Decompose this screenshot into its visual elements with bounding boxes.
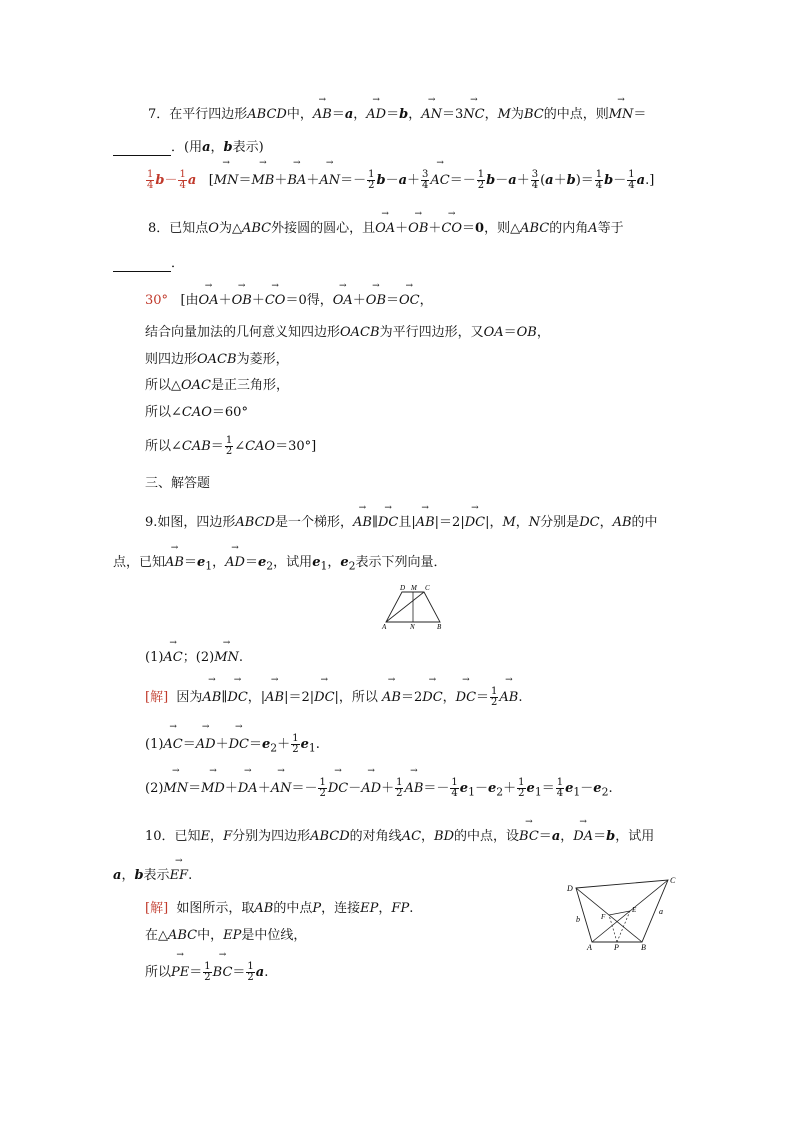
q9-parts: (1)→ AC；(2)→ MN. bbox=[145, 648, 243, 666]
q7-blank-line: ．(用a，b表示) bbox=[113, 140, 264, 156]
label-P: P bbox=[614, 943, 619, 952]
q8-blank-line: ． bbox=[113, 256, 184, 272]
answer-blank[interactable] bbox=[113, 143, 171, 156]
q9-question-2: 点，已知→ $AB=e_1$，→ $AD=e_2$，试用$e_1$，$e_2$表示下列向量． bbox=[113, 553, 447, 575]
q9-solution-3: (2)→ MN＝→ MD＋→ DA＋→ AN＝－ $\frac{1}{2}$ → DC－→ AD＋ $\frac{1}{2}$ → AB＝－ $\frac{1}{4}$ $e_1-e_2+$ $\frac{1}{2}$ $e_1=$ $\frac{1}{4}$ $e_1-e_2$. bbox=[145, 776, 613, 804]
label-a: a bbox=[659, 907, 663, 916]
label-E: E bbox=[632, 906, 637, 914]
q7-answer: $\frac{1}{4}$ b－ $\frac{1}{4}$ a bbox=[147, 169, 197, 191]
label-B: B bbox=[437, 623, 442, 630]
q10-question-2: a，b表示→ EF. bbox=[113, 866, 192, 884]
answer-blank[interactable] bbox=[113, 259, 171, 272]
label-b: b bbox=[576, 915, 580, 924]
q7-question: 7．在平行四边形ABCD中，→ AB＝a，→ AD＝b，→ AN＝3→ NC，M为BC的中点，则→ MN＝ bbox=[148, 105, 646, 123]
q8-answer: 30° bbox=[145, 293, 169, 308]
q8-solution-3: 则四边形OACB为菱形， bbox=[145, 352, 289, 367]
label-C: C bbox=[670, 876, 676, 885]
label-A: A bbox=[587, 943, 592, 952]
label-D: D bbox=[567, 884, 573, 893]
q9-solution-2: $(1)\to AC=\to AD+\to DC=e_2+$ $\frac{1}{2}$ $e_1$. bbox=[145, 732, 320, 760]
quadrilateral-figure bbox=[562, 872, 686, 952]
q10-solution-1: [解] 如图所示，取AB的中点P，连接EP，FP. bbox=[145, 901, 414, 916]
label-B: B bbox=[641, 943, 646, 952]
q9-solution-1: [解] 因为→ AB∥→ DC，|→ AB|＝2|→ DC|，所以 → AB＝2→ DC，→ DC＝ $\frac{1}{2}$ → AB. bbox=[145, 685, 523, 709]
trapezoid-figure bbox=[380, 582, 446, 630]
q8-solution-2: 结合向量加法的几何意义知四边形OACB为平行四边形，又OA＝OB， bbox=[145, 325, 550, 340]
label-C: C bbox=[425, 584, 430, 592]
q10-question-1: 10．已知E，F分别为四边形ABCD的对角线AC，BD的中点，设→ BC＝a，→ DA＝b，试用 bbox=[145, 827, 654, 845]
q10-solution-3: 所以→ PE＝ $\frac{1}{2}$ → BC＝ $\frac{1}{2}$ a. bbox=[145, 960, 268, 984]
label-D: D bbox=[400, 584, 406, 592]
q8-solution-4: 所以△OAC是正三角形， bbox=[145, 378, 290, 393]
label-F: F bbox=[601, 913, 606, 921]
q8-solution-1: 30° [由→ OA＋→ OB＋→ CO＝0得，→ OA＋→ OB＝→ OC， bbox=[145, 291, 433, 309]
q10-solution-2: 在△ABC中，EP是中位线， bbox=[145, 928, 307, 943]
q8-solution-5: 所以∠CAO＝60° bbox=[145, 405, 248, 420]
q8-question: 8．已知点O为△ABC外接圆的圆心，且→ OA＋→ OB＋→ CO＝0，则△ABC的内角A等于 bbox=[148, 219, 624, 237]
q9-question-1: 9.如图，四边形ABCD是一个梯形，→ AB∥→ DC且|→ AB|＝2|→ DC|，M，N分别是DC，AB的中 bbox=[145, 513, 658, 531]
label-N: N bbox=[410, 623, 415, 630]
q8-solution-6: 所以∠CAB＝ $\frac{1}{2}$ ∠CAO＝30°] bbox=[145, 435, 317, 457]
section-heading: 三、解答题 bbox=[145, 476, 211, 491]
label-M: M bbox=[411, 584, 417, 592]
label-A: A bbox=[382, 623, 387, 630]
jie-label: [解] bbox=[145, 690, 169, 705]
jie-label: [解] bbox=[145, 901, 169, 916]
q7-answer-solution: $\frac{1}{4}$ b－ $\frac{1}{4}$ a [→ MN＝→ MB＋→ BA＋→ AN＝－ $\frac{1}{2}$ b－a＋ $\frac{3}{4}$ → AC＝－ $\frac{1}{2}$ b－a＋ $\frac{3}{4}$ (a＋b)＝ $\frac{1}{4}$ b－ $\frac{1}{4}$ a.] bbox=[145, 168, 654, 192]
